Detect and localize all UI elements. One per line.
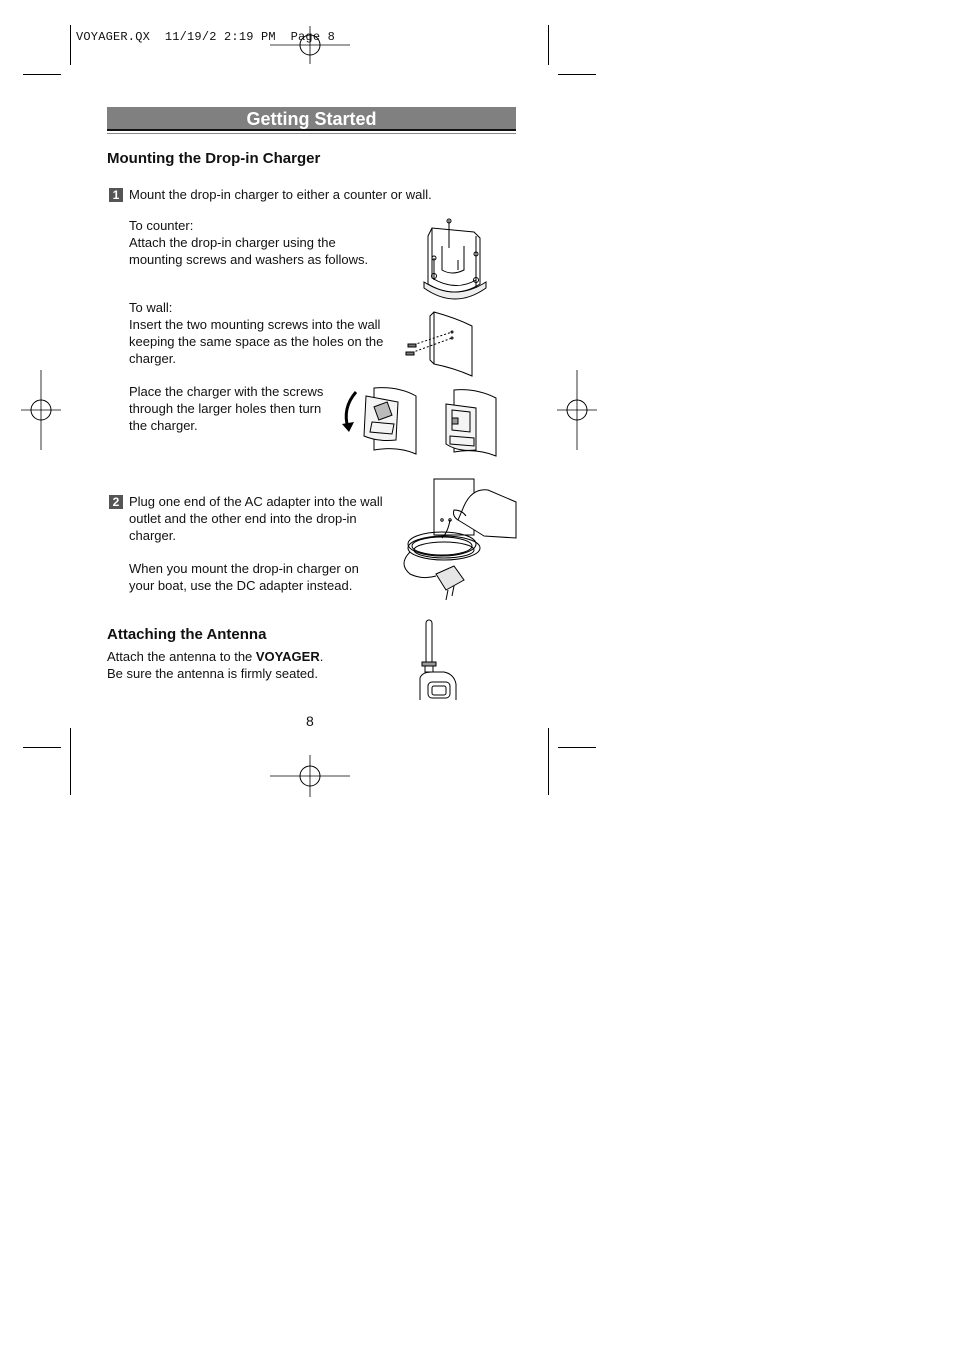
registration-mark-icon bbox=[270, 26, 350, 64]
wall-instructions: Insert the two mounting screws into the wall keeping the same space as the holes on the charger. bbox=[129, 317, 384, 366]
step-number: 1 bbox=[109, 188, 123, 202]
registration-mark-icon bbox=[557, 370, 597, 450]
section-heading: Attaching the Antenna bbox=[107, 626, 267, 643]
counter-instructions: Attach the drop-in charger using the mounting screws and washers as follows. bbox=[129, 235, 369, 267]
crop-mark bbox=[23, 747, 61, 748]
crop-mark bbox=[70, 728, 71, 795]
wall-screws-illustration bbox=[404, 308, 478, 378]
charger-on-wall-illustration bbox=[440, 388, 498, 458]
counter-label: To counter: bbox=[129, 218, 194, 233]
crop-mark bbox=[548, 25, 549, 65]
title-divider bbox=[107, 133, 516, 134]
boat-note: When you mount the drop-in charger on your boat, use the DC adapter instead. bbox=[129, 561, 359, 593]
crop-mark bbox=[558, 74, 596, 75]
step-text: Plug one end of the AC adapter into the wall outlet and the other end into the drop-in charger. bbox=[129, 494, 383, 543]
rotate-charger-illustration bbox=[338, 384, 420, 456]
crop-mark bbox=[23, 74, 61, 75]
wall-label: To wall: bbox=[129, 300, 173, 315]
antenna-text-prefix: Attach the antenna to the bbox=[107, 649, 256, 664]
file-slug: VOYAGER.QX 11/19/2 2:19 PM Page 8 bbox=[76, 30, 336, 44]
step-number: 2 bbox=[109, 495, 123, 509]
crop-mark bbox=[70, 25, 71, 65]
registration-mark-icon bbox=[270, 755, 350, 797]
antenna-text-suffix: . bbox=[319, 649, 324, 664]
place-instructions: Place the charger with the screws through the larger holes then turn the charger. bbox=[129, 384, 324, 433]
crop-mark bbox=[548, 728, 549, 795]
product-name: VOYAGER bbox=[255, 649, 320, 664]
page-title: Getting Started bbox=[107, 107, 516, 131]
antenna-instruction bbox=[107, 648, 407, 665]
registration-mark-icon bbox=[21, 370, 61, 450]
step-text: Mount the drop-in charger to either a counter or wall. bbox=[129, 187, 432, 202]
page-number: 8 bbox=[306, 713, 314, 729]
counter-mount-illustration bbox=[418, 218, 492, 304]
crop-mark bbox=[558, 747, 596, 748]
ac-adapter-illustration bbox=[400, 476, 518, 604]
section-heading: Mounting the Drop-in Charger bbox=[107, 150, 321, 167]
antenna-illustration bbox=[412, 618, 462, 702]
antenna-note: Be sure the antenna is firmly seated. bbox=[107, 666, 319, 681]
